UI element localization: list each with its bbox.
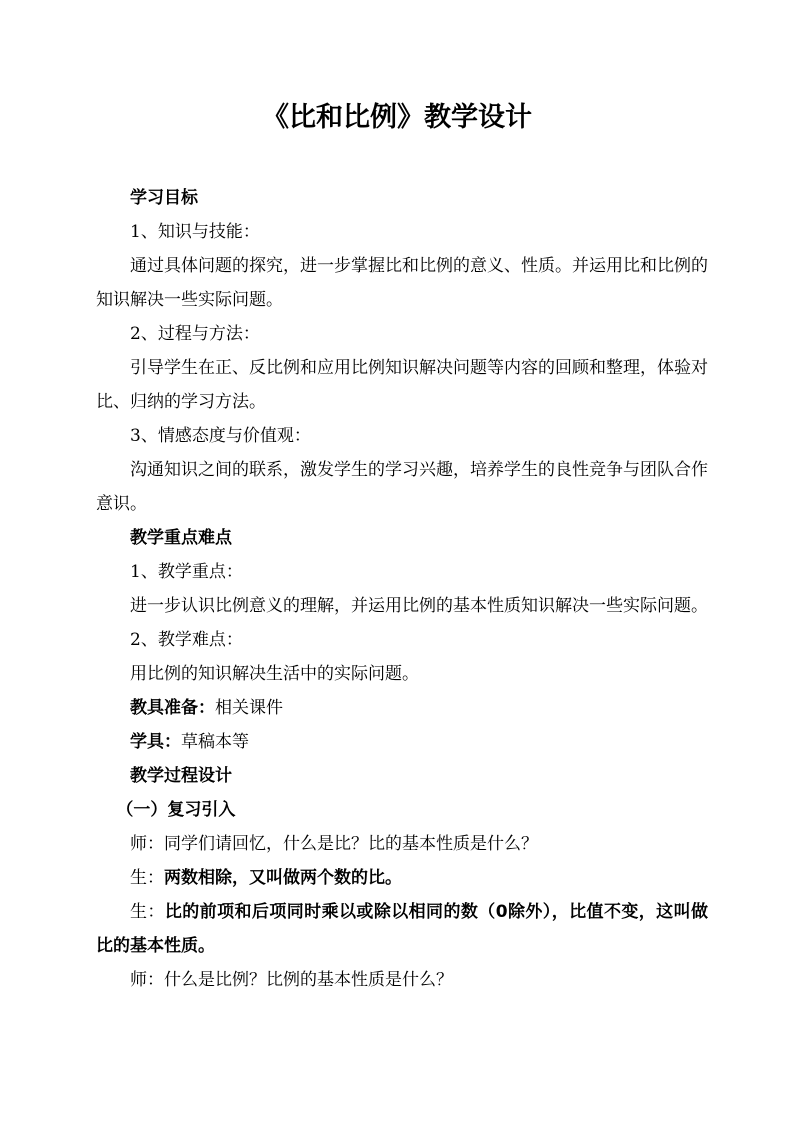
heading-key-difficulties: 教学重点难点 bbox=[130, 528, 232, 548]
dialogue-1: 师：同学们请回忆，什么是比？比的基本性质是什么？ bbox=[130, 834, 538, 854]
student-tools-line bbox=[96, 725, 708, 759]
key1-text: 进一步认识比例意义的理解，并运用比例的基本性质知识解决一些实际问题。 bbox=[130, 596, 708, 616]
goal2-label: 2、过程与方法： bbox=[130, 324, 260, 344]
document-body bbox=[96, 181, 708, 997]
tools-line bbox=[96, 691, 708, 725]
key1-label: 1、教学重点： bbox=[130, 562, 243, 582]
key2-label: 2、教学难点： bbox=[130, 630, 243, 650]
tools-label: 教具准备： bbox=[130, 698, 215, 718]
dialogue-4: 师：什么是比例？比例的基本性质是什么？ bbox=[130, 970, 453, 990]
dialogue-2 bbox=[96, 861, 708, 895]
document-title: 《比和比例》教学设计 bbox=[262, 102, 532, 133]
dialogue-2-text: 两数相除，又叫做两个数的比。 bbox=[164, 868, 402, 888]
goal3-text: 沟通知识之间的联系，激发学生的学习兴趣，培养学生的良性竞争与团队合作意识。 bbox=[96, 460, 708, 514]
heading-part1: （一）复习引入 bbox=[116, 800, 236, 820]
dialogue-2-speaker: 生： bbox=[130, 868, 164, 888]
student-tools-text: 草稿本等 bbox=[181, 732, 249, 752]
heading-learning-goals: 学习目标 bbox=[130, 188, 198, 208]
heading-process: 教学过程设计 bbox=[130, 766, 232, 786]
student-tools-label: 学具： bbox=[130, 732, 181, 752]
goal3-label: 3、情感态度与价值观： bbox=[130, 426, 311, 446]
dialogue-3-text: 比的前项和后项同时乘以或除以相同的数（0除外），比值不变，这叫做比的基本性质。 bbox=[96, 902, 709, 956]
key2-text: 用比例的知识解决生活中的实际问题。 bbox=[130, 664, 419, 684]
goal1-text: 通过具体问题的探究，进一步掌握比和比例的意义、性质。并运用比和比例的知识解决一些实际问题。 bbox=[96, 256, 708, 310]
goal1-label: 1、知识与技能： bbox=[130, 222, 260, 242]
tools-text: 相关课件 bbox=[215, 698, 283, 718]
dialogue-3-speaker: 生： bbox=[130, 902, 165, 922]
dialogue-3 bbox=[96, 895, 708, 963]
goal2-text: 引导学生在正、反比例和应用比例知识解决问题等内容的回顾和整理，体验对比、归纳的学习方法。 bbox=[96, 358, 708, 412]
